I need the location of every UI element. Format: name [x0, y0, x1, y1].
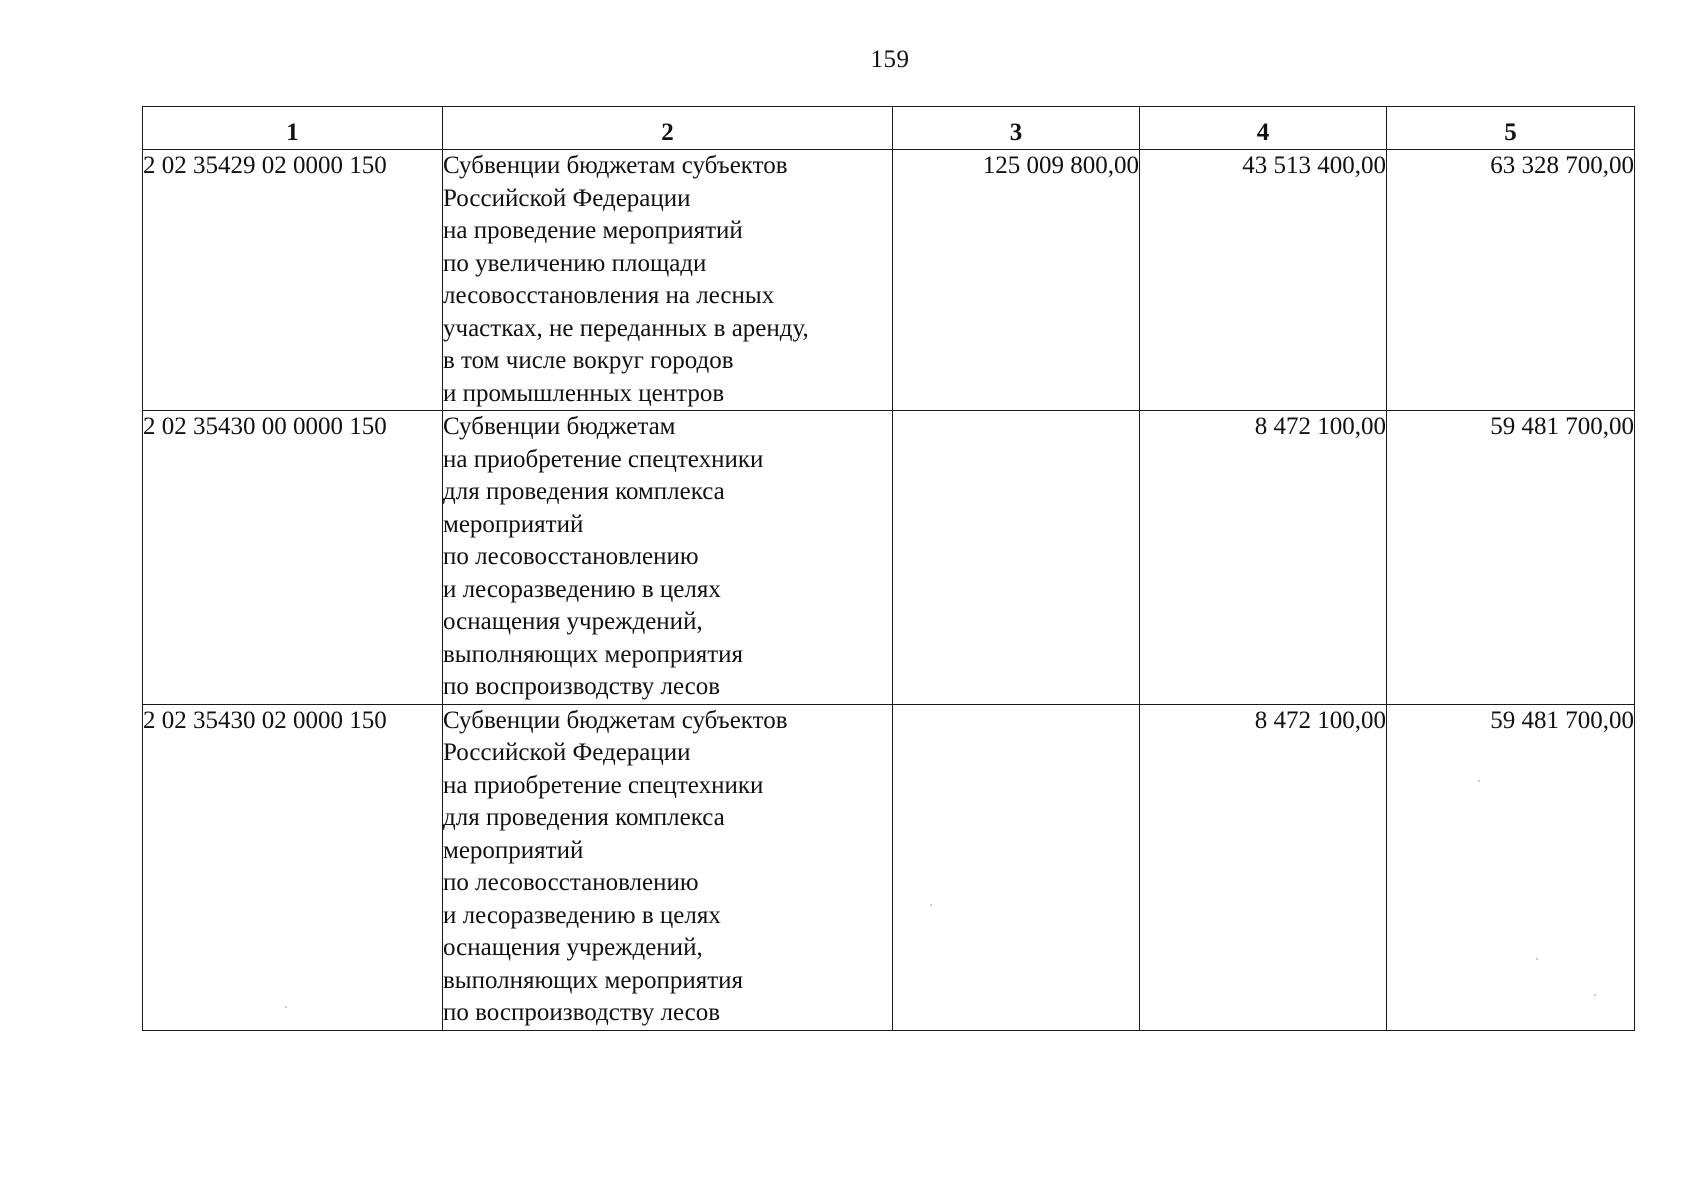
- description-line: по лесовосстановлению: [443, 543, 699, 570]
- description-line: оснащения учреждений,: [443, 608, 703, 635]
- cell-col4: 8 472 100,00: [1140, 704, 1387, 1030]
- description-line: по воспроизводству лесов: [443, 673, 721, 700]
- cell-code: 2 02 35430 00 0000 150: [143, 411, 443, 705]
- cell-col5: 63 328 700,00: [1387, 150, 1635, 411]
- description-line: по увеличению площади: [443, 249, 707, 277]
- description-line: лесовосстановления на лесных: [443, 282, 775, 309]
- page-number: 159: [870, 46, 910, 73]
- description-line: по лесовосстановлению: [443, 869, 699, 896]
- description-line: на приобретение спецтехники: [443, 771, 764, 799]
- header-col-2: 2: [443, 107, 893, 150]
- cell-code: 2 02 35430 02 0000 150: [143, 704, 443, 1030]
- cell-description: [443, 704, 893, 1030]
- cell-description: [443, 150, 893, 411]
- description-line: Субвенции бюджетам: [443, 413, 676, 440]
- description-line: мероприятий: [443, 836, 584, 864]
- description-line: для проведения комплекса: [443, 478, 725, 505]
- cell-col3: [893, 704, 1140, 1030]
- cell-col4: 43 513 400,00: [1140, 150, 1387, 411]
- description-line: Субвенции бюджетам субъектов: [443, 152, 788, 179]
- description-line: в том числе вокруг городов: [443, 347, 734, 374]
- description-line: участках, не переданных в аренду,: [443, 314, 809, 342]
- description-line: оснащения учреждений,: [443, 934, 703, 961]
- description-line: выполняющих мероприятия: [443, 966, 744, 994]
- description-line: на проведение мероприятий: [443, 217, 743, 244]
- scan-speck: [1594, 994, 1596, 996]
- description-line: и лесоразведению в целях: [443, 575, 721, 603]
- scan-speck: [285, 1006, 287, 1008]
- cell-col3: [893, 411, 1140, 705]
- cell-col4: 8 472 100,00: [1140, 411, 1387, 705]
- scan-speck: [930, 904, 932, 906]
- description-line: на приобретение спецтехники: [443, 445, 764, 473]
- cell-col3: 125 009 800,00: [893, 150, 1140, 411]
- header-col-4: 4: [1140, 107, 1387, 150]
- header-col-1: 1: [143, 107, 443, 150]
- cell-col5: 59 481 700,00: [1387, 704, 1635, 1030]
- description-line: и лесоразведению в целях: [443, 901, 721, 929]
- cell-code: 2 02 35429 02 0000 150: [143, 150, 443, 411]
- description-line: выполняющих мероприятия: [443, 640, 744, 668]
- table-row: [143, 704, 1635, 1030]
- table-header-row: [143, 107, 1635, 150]
- description-line: Российской Федерации: [443, 184, 691, 212]
- table-row: [143, 150, 1635, 411]
- description-line: для проведения комплекса: [443, 804, 725, 831]
- cell-col5: 59 481 700,00: [1387, 411, 1635, 705]
- description-line: Субвенции бюджетам субъектов: [443, 706, 788, 734]
- description-line: Российской Федерации: [443, 739, 691, 766]
- description-line: по воспроизводству лесов: [443, 999, 721, 1026]
- description-line: и промышленных центров: [443, 379, 725, 407]
- header-col-3: 3: [893, 107, 1140, 150]
- table-row: [143, 411, 1635, 705]
- header-col-5: 5: [1387, 107, 1635, 150]
- cell-description: [443, 411, 893, 705]
- budget-table: [142, 106, 1635, 1031]
- scan-speck: [1536, 958, 1538, 960]
- scan-speck: [1478, 780, 1480, 782]
- description-line: мероприятий: [443, 510, 584, 538]
